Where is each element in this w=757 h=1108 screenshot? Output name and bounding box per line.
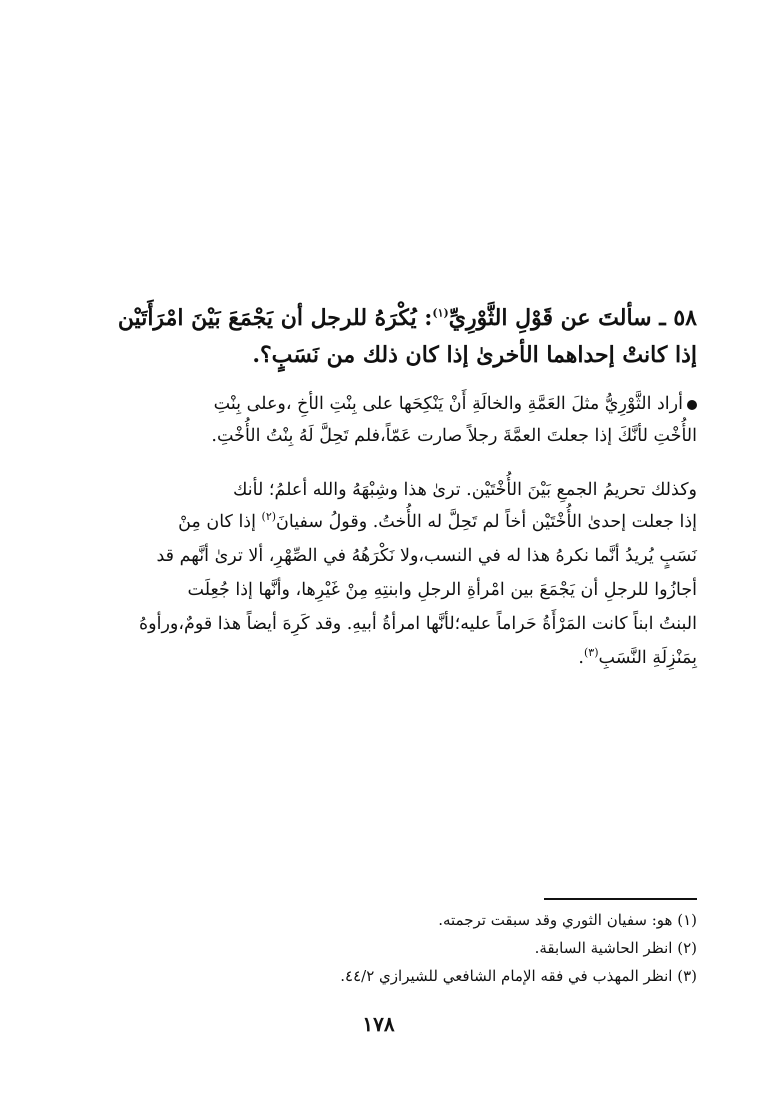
paragraph-2-line-3: نَسَبٍ يُريدُ أنَّما نكرهُ هذا له في النسب،ولا نَكْرَهُهُ في الصِّهْرِ، ألا ترىٰ أنَّهم قد <box>156 546 697 566</box>
paragraph-2-line-5: البنتُ ابناً كانت المَرْأَةُ حَراماً عليه؛لأنَّها امرأةُ أبيهِ. وقد كَرِهَ أيضاً هذا قومٌ،ورأوهُ <box>138 614 697 634</box>
question-line-1 <box>52 303 697 333</box>
bullet-icon <box>687 400 697 410</box>
paragraph-2-line-2 <box>52 507 697 537</box>
footnote-3: (٣) انظر المهذب في فقه الإمام الشافعي للشيرازي ٤٤/٢. <box>340 967 697 985</box>
paragraph-2-line-1: وكذلك تحريمُ الجمعِ بَيْنَ الأُخْتَيْن. ترىٰ هذا وشِبْهَهُ والله أعلمُ؛ لأنك <box>233 480 697 500</box>
paragraph-1-line-2: الأُخْتِ لأنَّكَ إذا جعلتَ العمَّةَ رجلاً صارت عَمّاً،فلم تَحِلَّ لَهُ بِنْتُ الأُخْتِ. <box>211 426 697 446</box>
paragraph-2-line-2-before: إذا جعلت إحدىٰ الأُخْتَيْن أخاً لم تَحِلَّ له الأُختُ. وقولُ سفيانَ <box>276 512 697 532</box>
paragraph-2-line-6-before: بِمَنْزِلَةِ النَّسَبِ <box>598 648 697 668</box>
paragraph-2-line-2-after: إذا كان مِنْ <box>178 512 262 532</box>
question-line-1-after: : يُكْرَهُ للرجل أن يَجْمَعَ بَيْنَ امْرَأَتَيْن <box>117 305 433 331</box>
footnote-1: (١) هو: سفيان الثوري وقد سبقت ترجمته. <box>438 911 697 929</box>
footnote-ref-1: (١) <box>432 306 449 320</box>
paragraph-1-line-1-text: أراد الثَّوْرِيُّ مثلَ العَمَّةِ والخالَةِ أَنْ يَنْكِحَها على بِنْتِ الأخِ ،وعلى بِنْتِ <box>213 394 683 414</box>
footnote-ref-2: (٢) <box>261 510 277 524</box>
page-number: ١٧٨ <box>362 1012 395 1036</box>
paragraph-2-line-4: أجازُوا للرجلِ أن يَجْمَعَ بين امْرأةِ الرجلِ وابنتِهِ مِنْ غَيْرِها، وأنَّها إذا جُعِلَت <box>187 580 697 600</box>
question-line-2: إذا كانتْ إحداهما الأخرىٰ إذا كان ذلك من نَسَبٍ؟. <box>252 342 697 368</box>
footnote-ref-3: (٣) <box>584 646 599 660</box>
footnote-2: (٢) انظر الحاشية السابقة. <box>534 939 697 957</box>
paragraph-1-line-1 <box>52 389 697 419</box>
paragraph-2-line-6-after: . <box>578 648 584 668</box>
paragraph-2-line-6 <box>52 643 697 673</box>
question-line-1-before: ٥٨ ـ سألتَ عن قَوْلِ الثَّوْرِيِّ <box>448 305 697 331</box>
footnote-divider <box>544 898 697 900</box>
